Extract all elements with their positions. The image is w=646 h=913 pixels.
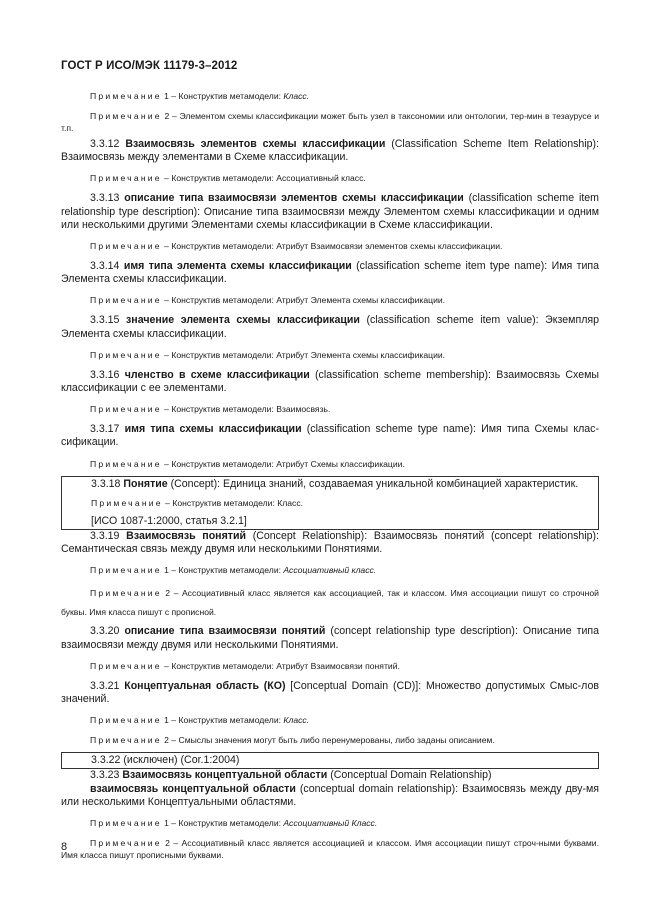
term-entry: 3.3.17 имя типа схемы классификации (classification scheme type name): Имя типа Схемы клас-сификации.	[61, 423, 599, 449]
term-entry: 3.3.13 описание типа взаимосвязи элементов схемы классификации (classification scheme item relationship type description): Описание типа взаимосвязи между Элементом схемы классификации и одним или несколькими другими Элементами схемы классификации в Схеме классификации.	[61, 192, 599, 231]
note: Примечание – Конструктив метамодели: Взаимосвязь.	[90, 404, 331, 415]
term-entry: 3.3.23 Взаимосвязь концептуальной области (Conceptual Domain Relationship)	[90, 769, 492, 782]
term-entry: 3.3.15 значение элемента схемы классификации (classification scheme item value): Экземпляр Элемента схемы классификации.	[61, 314, 600, 340]
note: Примечание – Конструктив метамодели: Ассоциативный класс.	[90, 173, 366, 184]
term-entry: взаимосвязь концептуальной области (conceptual domain relationship): Взаимосвязь между дву-мя или несколькими Концептуальными областями.	[61, 782, 599, 808]
term-entry: 3.3.12 Взаимосвязь элементов схемы классификации (Classification Scheme Item Relationship): Взаимосвязь между элементами в Схеме классификации.	[61, 138, 599, 164]
page-number: 8	[61, 841, 68, 853]
term-entry: 3.3.20 описание типа взаимосвязи понятий (concept relationship type description): Описание типа взаимосвязи между двумя или несколькими Понятиями.	[61, 625, 599, 651]
note: Примечание 2 – Ассоциативный класс является ассоциацией и классом. Имя ассоциации пишут строч-ными буквами. Имя класса пишут прописными буквами.	[61, 838, 599, 861]
note: Примечание 2 – Элементом схемы классификации может быть узел в таксономии или онтологии, тер-мин в тезаурусе и т.п.	[61, 111, 599, 133]
note: Примечание 1 – Конструктив метамодели: Ассоциативный Класс.	[90, 818, 378, 829]
term-entry: 3.3.18 Понятие (Concept): Единица знаний, создаваемая уникальной комбинацией характеристик.	[91, 477, 579, 490]
note: Примечание 1 – Конструктив метамодели: Класс.	[90, 91, 310, 101]
note: Примечание 2 – Ассоциативный класс является как ассоциацией, так и классом. Имя ассоциации пишут со строчной буквы. Имя класса пишут с прописной.	[61, 588, 599, 618]
term-entry: 3.3.21 Концептуальная область (КО) [Conceptual Domain (CD)]: Множество допустимых Смыс-лов значений.	[61, 679, 599, 706]
document-header: ГОСТ Р ИСО/МЭК 11179-3–2012	[61, 60, 238, 72]
term-entry: 3.3.16 членство в схеме классификации (classification scheme membership): Взаимосвязь Схемы классификации с ее элементами.	[61, 368, 599, 395]
excluded-term: 3.3.22 (исключен) (Cor.1:2004)	[91, 754, 240, 767]
note: Примечание 2 – Смыслы значения могут быть либо перенумерованы, либо заданы описанием.	[90, 735, 495, 746]
term-entry: 3.3.14 имя типа элемента схемы классификации (classification scheme item type name): Имя типа Элемента схемы классификации.	[61, 260, 599, 286]
note: Примечание – Конструктив метамодели: Атрибут Взаимосвязи элементов схемы классификации.	[90, 241, 503, 252]
term-entry: 3.3.19 Взаимосвязь понятий (Concept Relationship): Взаимосвязь понятий (concept relationship): Семантическая связь между двумя или несколькими Понятиями.	[61, 530, 599, 556]
document-body	[61, 90, 599, 861]
note: Примечание 1 – Конструктив метамодели: Ассоциативный класс.	[90, 565, 377, 576]
note: Примечание – Конструктив метамодели: Атрибут Элемента схемы классификации.	[90, 295, 446, 306]
boxed-excluded-entry	[61, 752, 599, 769]
source-reference: [ИСО 1087-1:2000, статья 3.2.1]	[91, 514, 247, 527]
note: Примечание – Конструктив метамодели: Атрибут Взаимосвязи понятий.	[90, 660, 400, 671]
note: Примечание – Конструктив метамодели: Класс.	[91, 497, 304, 508]
boxed-term-entry	[61, 476, 599, 530]
note: Примечание – Конструктив метамодели: Атрибут Элемента схемы классификации.	[90, 349, 446, 360]
note: Примечание – Конструктив метамодели: Атрибут Схемы классификации.	[90, 458, 405, 469]
note: Примечание 1 – Конструктив метамодели: Класс.	[90, 715, 310, 726]
